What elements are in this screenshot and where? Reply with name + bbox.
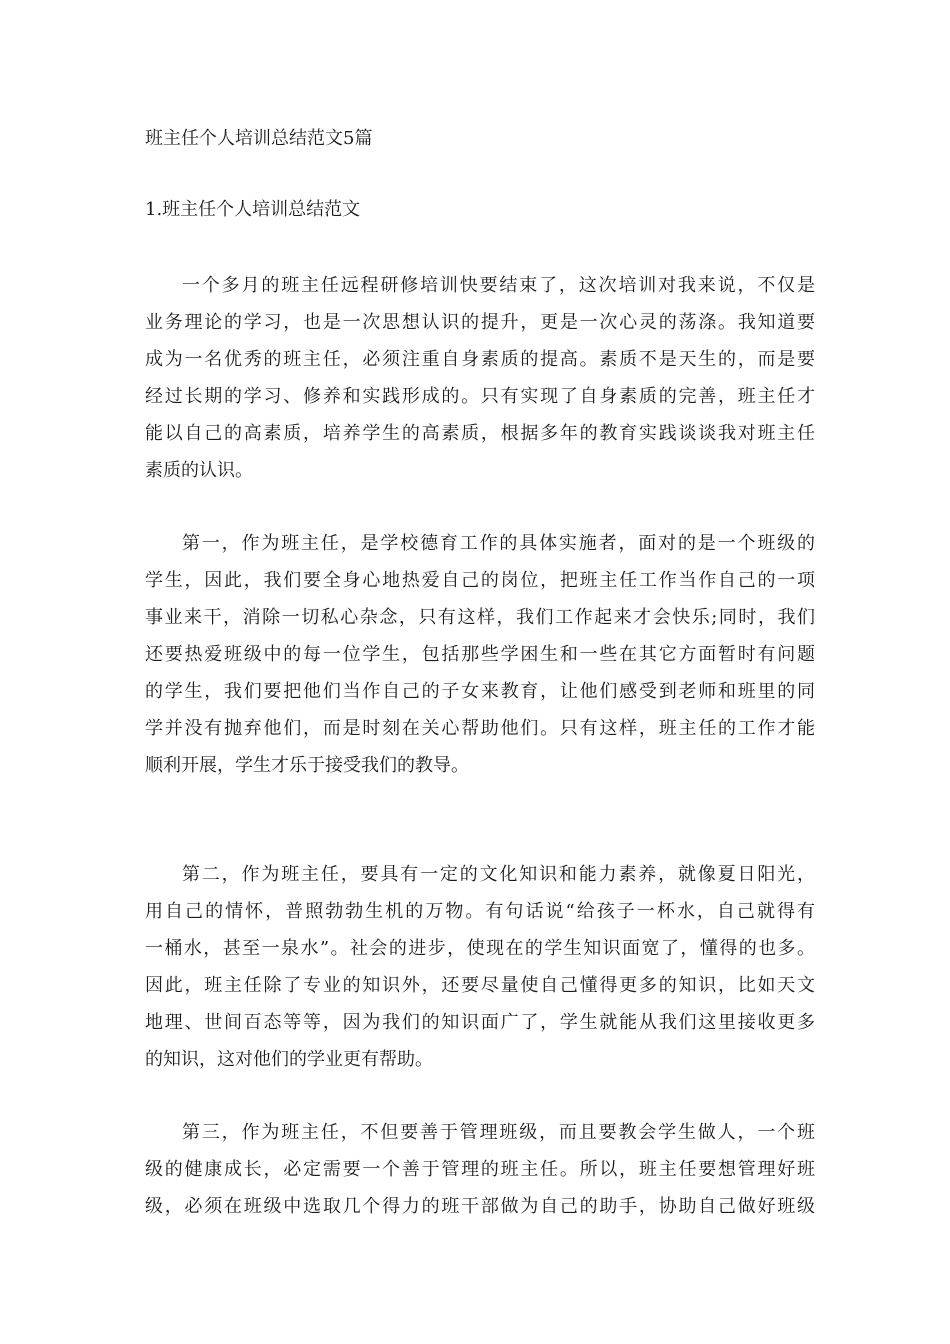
paragraph-line: 第一，作为班主任，是学校德育工作的具体实施者，面对的是一个班级的 — [182, 533, 815, 554]
paragraph-line: 地理、世间百态等等，因为我们的知识面广了，学生就能从我们这里接收更多 — [145, 1012, 815, 1033]
paragraph-line: 级的健康成长，必定需要一个善于管理的班主任。所以，班主任要想管理好班 — [145, 1159, 815, 1180]
paragraph-line: 一桶水，甚至一泉水”。社会的进步，使现在的学生知识面宽了，懂得的也多。 — [145, 938, 815, 959]
paragraph-line: 事业来干，消除一切私心杂念，只有这样，我们工作起来才会快乐;同时，我们 — [145, 607, 815, 628]
paragraph-line: 因此，班主任除了专业的知识外，还要尽量使自己懂得更多的知识，比如天文 — [145, 975, 815, 996]
paragraph-line: 一个多月的班主任远程研修培训快要结束了，这次培训对我来说，不仅是 — [182, 275, 815, 296]
paragraph-line: 学生，因此，我们要全身心地热爱自己的岗位，把班主任工作当作自己的一项 — [145, 570, 815, 591]
paragraph-line: 的知识，这对他们的学业更有帮助。 — [145, 1049, 433, 1070]
paragraph-line: 成为一名优秀的班主任，必须注重自身素质的提高。素质不是天生的，而是要 — [145, 349, 815, 370]
paragraph-line: 素质的认识。 — [145, 460, 253, 481]
document-title: 班主任个人培训总结范文5篇 — [145, 128, 373, 149]
paragraph-line: 顺利开展，学生才乐于接受我们的教导。 — [145, 755, 469, 776]
paragraph-line: 的学生，我们要把他们当作自己的子女来教育，让他们感受到老师和班里的同 — [145, 681, 815, 702]
paragraph-line: 第二，作为班主任，要具有一定的文化知识和能力素养，就像夏日阳光， — [182, 864, 815, 885]
paragraph-line: 经过长期的学习、修养和实践形成的。只有实现了自身素质的完善，班主任才 — [145, 386, 815, 407]
paragraph-line: 能以自己的高素质，培养学生的高素质，根据多年的教育实践谈谈我对班主任 — [145, 423, 815, 444]
paragraph-second-point — [145, 856, 815, 1078]
paragraph-line: 级，必须在班级中选取几个得力的班干部做为自己的助手，协助自己做好班级 — [145, 1196, 815, 1217]
paragraph-line: 还要热爱班级中的每一位学生，包括那些学困生和一些在其它方面暂时有问题 — [145, 644, 815, 665]
paragraph-intro — [145, 267, 815, 489]
paragraph-line: 业务理论的学习，也是一次思想认识的提升，更是一次心灵的荡涤。我知道要 — [145, 312, 815, 333]
paragraph-third-point — [145, 1114, 815, 1225]
paragraph-line: 第三，作为班主任，不但要善于管理班级，而且要教会学生做人，一个班 — [182, 1122, 815, 1143]
paragraph-first-point — [145, 525, 815, 784]
paragraph-line: 用自己的情怀，普照勃勃生机的万物。有句话说“给孩子一杯水，自己就得有 — [145, 901, 815, 922]
section-heading: 1.班主任个人培训总结范文 — [145, 199, 361, 220]
paragraph-line: 学并没有抛弃他们，而是时刻在关心帮助他们。只有这样，班主任的工作才能 — [145, 718, 815, 739]
